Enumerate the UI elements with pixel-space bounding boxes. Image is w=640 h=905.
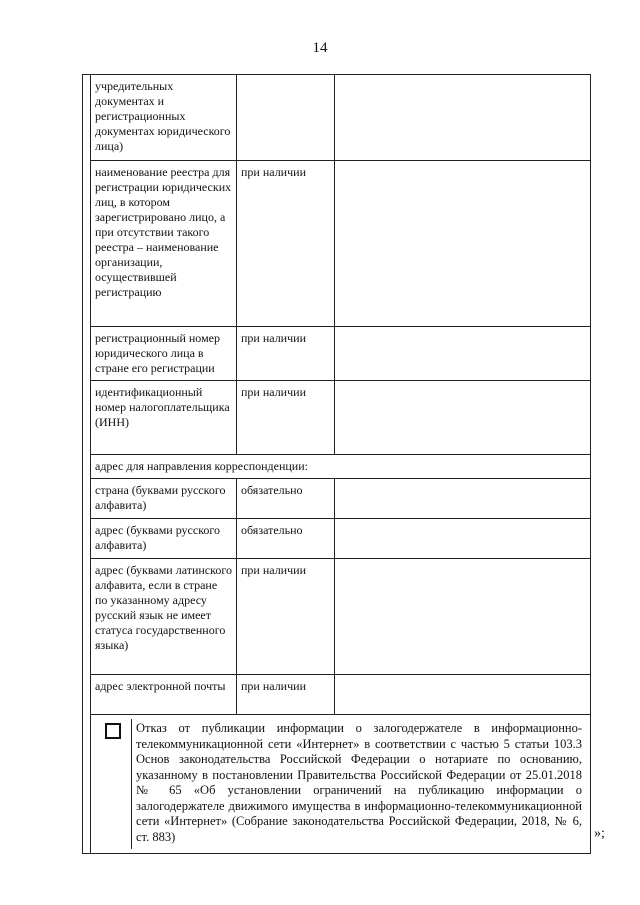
field-value[interactable]: [335, 381, 591, 455]
field-requirement: обязательно: [237, 479, 335, 519]
table-row: [83, 381, 591, 455]
table-row: [83, 519, 591, 559]
field-requirement: при наличии: [237, 675, 335, 715]
table-row: [83, 559, 591, 675]
field-requirement: при наличии: [237, 381, 335, 455]
field-value[interactable]: [335, 519, 591, 559]
field-value[interactable]: [335, 479, 591, 519]
table-row: [83, 479, 591, 519]
address-header: адрес для направления корреспонденции:: [91, 455, 591, 479]
field-label: регистрационный номер юридического лица в стране его регистрации: [91, 327, 237, 381]
field-label: адрес (буквами русского алфавита): [91, 519, 237, 559]
field-requirement: при наличии: [237, 161, 335, 327]
field-value[interactable]: [335, 327, 591, 381]
field-label: учредительных документах и регистрационных документах юридического лица): [91, 75, 237, 161]
field-requirement: [237, 75, 335, 161]
notice-row: [83, 715, 591, 854]
field-label: наименование реестра для регистрации юридических лиц, в котором зарегистрировано лицо, а при отсутствии такого реестра – наименование организации, осуществившей регистрацию: [91, 161, 237, 327]
page-number: 14: [312, 40, 328, 56]
closing-quote: »;: [594, 826, 605, 841]
notice-text: Отказ от публикации информации о залогодержателе в информационно-телекоммуникационной сети «Интернет» в соответствии с частью 5 статьи 103.3 Основ законодательства Российской Федерации о нотариате по основанию, указанному в постановлении Правительства Российской Федерации от 25.01.2018 № 65 «Об установлении ограничений на публикацию информации о залогодержателе движимого имущества в информационно-телекоммуникационной сети «Интернет» (Собрание законодательства Российской Федерации, 2018, № 6, ст. 883): [131, 719, 586, 849]
field-label: страна (буквами русского алфавита): [91, 479, 237, 519]
field-label: адрес электронной почты: [91, 675, 237, 715]
field-value[interactable]: [335, 75, 591, 161]
field-requirement: при наличии: [237, 559, 335, 675]
field-label: адрес (буквами латинского алфавита, если в стране по указанному адресу русский язык не имеет статуса государственного языка): [91, 559, 237, 675]
notice-cell: [91, 715, 591, 854]
form-table: [82, 74, 591, 854]
field-requirement: при наличии: [237, 327, 335, 381]
table-row: [83, 161, 591, 327]
table-row: [83, 327, 591, 381]
table-row: [83, 75, 591, 161]
checkbox-cell: [95, 719, 131, 739]
field-requirement: обязательно: [237, 519, 335, 559]
left-gutter: [83, 75, 91, 854]
notice-block: [95, 719, 586, 849]
refusal-checkbox[interactable]: [105, 723, 121, 739]
address-header-row: [83, 455, 591, 479]
field-label: идентификационный номер налогоплательщика (ИНН): [91, 381, 237, 455]
field-value[interactable]: [335, 559, 591, 675]
field-value[interactable]: [335, 161, 591, 327]
field-value[interactable]: [335, 675, 591, 715]
table-row: [83, 675, 591, 715]
